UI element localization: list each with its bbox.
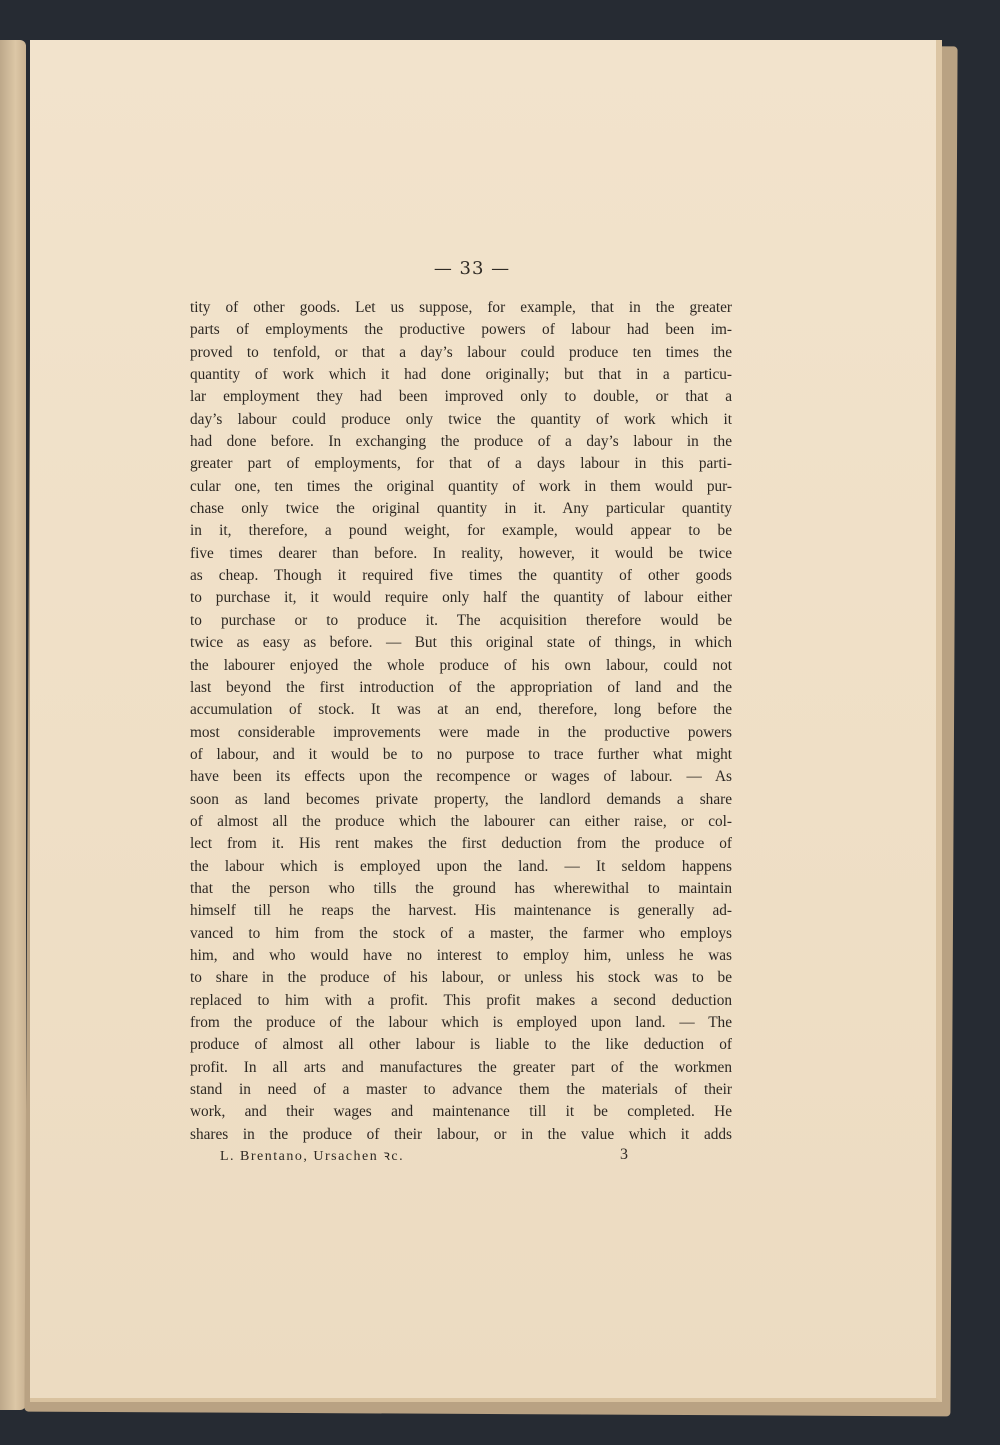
text-line: work, and their wages and maintenance till it be completed. He bbox=[190, 1103, 732, 1121]
text-line: the labourer enjoyed the whole produce of his own labour, could not bbox=[190, 656, 732, 674]
text-line: stand in need of a master to advance them the materials of their bbox=[190, 1081, 732, 1099]
text-line: five times dearer than before. In reality, however, it would be twice bbox=[190, 544, 732, 562]
text-line: most considerable improvements were made in the productive powers bbox=[190, 723, 732, 741]
text-line: of almost all the produce which the labourer can either raise, or col- bbox=[190, 812, 732, 830]
text-line: had done before. In exchanging the produce of a day’s labour in the bbox=[190, 433, 732, 451]
text-line: him, and who would have no interest to employ him, unless he was bbox=[190, 946, 732, 964]
text-line: to purchase or to produce it. The acquisition therefore would be bbox=[190, 611, 732, 629]
text-line: himself till he reaps the harvest. His maintenance is generally ad- bbox=[190, 902, 732, 920]
text-line: quantity of work which it had done originally; but that in a particu- bbox=[190, 366, 732, 384]
text-line: tity of other goods. Let us suppose, for example, that in the greater bbox=[190, 299, 732, 316]
text-line: lar employment they had been improved only to double, or that a bbox=[190, 388, 732, 406]
text-line: greater part of employments, for that of a days labour in this parti- bbox=[190, 455, 732, 473]
text-line: lect from it. His rent makes the first deduction from the produce of bbox=[190, 835, 732, 853]
signature-mark: L. Brentano, Ursachen ꝛc. bbox=[220, 1149, 405, 1164]
text-line: shares in the produce of their labour, or in the value which it adds bbox=[190, 1125, 732, 1143]
page-number: — 33 — bbox=[433, 258, 511, 279]
text-line: cular one, ten times the original quantity of work in them would pur- bbox=[190, 477, 732, 495]
text-line: produce of almost all other labour is liable to the like deduction of bbox=[190, 1036, 732, 1054]
text-line: replaced to him with a profit. This profit makes a second deduction bbox=[190, 991, 732, 1009]
book-page bbox=[30, 40, 942, 1402]
body-text bbox=[190, 297, 732, 1146]
text-line: last beyond the first introduction of the appropriation of land and the bbox=[190, 678, 732, 696]
text-line: that the person who tills the ground has wherewithal to maintain bbox=[190, 879, 732, 897]
text-line: as cheap. Though it required five times the quantity of other goods bbox=[190, 567, 732, 585]
sheet-number: 3 bbox=[620, 1146, 628, 1163]
text-line: to share in the produce of his labour, or unless his stock was to be bbox=[190, 969, 732, 987]
text-line: accumulation of stock. It was at an end, therefore, long before the bbox=[190, 701, 732, 719]
text-line: soon as land becomes private property, the landlord demands a share bbox=[190, 790, 732, 808]
text-line: profit. In all arts and manufactures the greater part of the workmen bbox=[190, 1058, 732, 1076]
text-line: the labour which is employed upon the land. — It seldom happens bbox=[190, 857, 732, 875]
text-line: chase only twice the original quantity in it. Any particular quantity bbox=[190, 500, 732, 518]
facing-page-edge bbox=[0, 40, 26, 1410]
text-line: in it, therefore, a pound weight, for example, would appear to be bbox=[190, 522, 732, 540]
text-line: twice as easy as before. — But this original state of things, in which bbox=[190, 634, 732, 652]
text-line: day’s labour could produce only twice the quantity of work which it bbox=[190, 410, 732, 428]
text-line: vanced to him from the stock of a master, the farmer who employs bbox=[190, 924, 732, 942]
text-line: from the produce of the labour which is employed upon land. — The bbox=[190, 1014, 732, 1031]
text-line: have been its effects upon the recompence or wages of labour. — As bbox=[190, 768, 732, 786]
text-line: proved to tenfold, or that a day’s labour could produce ten times the bbox=[190, 343, 732, 361]
text-line: to purchase it, it would require only half the quantity of labour either bbox=[190, 589, 732, 607]
text-line: of labour, and it would be to no purpose to trace further what might bbox=[190, 745, 732, 763]
text-line: parts of employments the productive powers of labour had been im- bbox=[190, 321, 732, 339]
